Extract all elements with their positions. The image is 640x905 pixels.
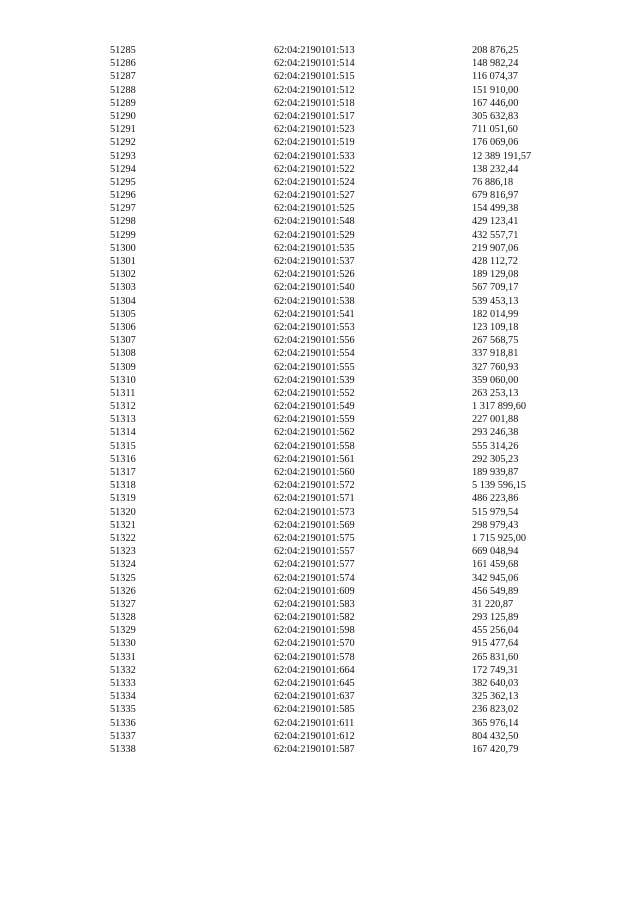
value-cell: 804 432,50 [472, 730, 519, 742]
records-table [110, 44, 590, 756]
value-cell: 167 446,00 [472, 97, 519, 109]
value-cell: 359 060,00 [472, 374, 519, 386]
record-number-cell: 51291 [110, 124, 136, 136]
table-row [110, 281, 590, 294]
record-number-cell: 51311 [110, 387, 136, 399]
cadastral-number-cell: 62:04:2190101:560 [274, 467, 355, 478]
record-number-cell: 51318 [110, 480, 136, 492]
cadastral-number-cell: 62:04:2190101:533 [274, 150, 355, 162]
value-cell: 1 715 925,00 [472, 532, 527, 544]
table-row [110, 150, 590, 163]
record-number-cell: 51323 [110, 546, 136, 558]
cadastral-number-cell: 62:04:2190101:553 [274, 321, 355, 333]
table-row [110, 453, 590, 466]
value-cell: 236 823,02 [472, 704, 519, 716]
record-number-cell: 51336 [110, 717, 136, 729]
cadastral-number-cell: 62:04:2190101:514 [274, 58, 355, 70]
cadastral-number-cell: 62:04:2190101:561 [274, 453, 355, 465]
record-number-cell: 51333 [110, 678, 136, 689]
record-number-cell: 51302 [110, 269, 136, 281]
cadastral-number-cell: 62:04:2190101:573 [274, 506, 355, 518]
cadastral-number-cell: 62:04:2190101:583 [274, 598, 355, 610]
cadastral-number-cell: 62:04:2190101:549 [274, 401, 355, 413]
cadastral-number-cell: 62:04:2190101:612 [274, 730, 355, 742]
table-row [110, 717, 590, 730]
table-row [110, 255, 590, 268]
value-cell: 456 549,89 [472, 585, 519, 597]
cadastral-number-cell: 62:04:2190101:585 [274, 704, 355, 716]
table-row [110, 598, 590, 611]
value-cell: 365 976,14 [472, 717, 519, 729]
cadastral-number-cell: 62:04:2190101:519 [274, 137, 355, 149]
value-cell: 219 907,06 [472, 242, 519, 254]
record-number-cell: 51286 [110, 58, 136, 70]
value-cell: 429 123,41 [472, 216, 519, 228]
record-number-cell: 51315 [110, 440, 136, 452]
cadastral-number-cell: 62:04:2190101:559 [274, 414, 355, 426]
record-number-cell: 51304 [110, 295, 136, 307]
value-cell: 182 014,99 [472, 308, 519, 320]
record-number-cell: 51322 [110, 532, 136, 544]
cadastral-number-cell: 62:04:2190101:539 [274, 374, 355, 386]
table-row [110, 123, 590, 136]
value-cell: 227 001,88 [472, 414, 519, 426]
record-number-cell: 51287 [110, 71, 136, 83]
cadastral-number-cell: 62:04:2190101:611 [274, 717, 355, 729]
record-number-cell: 51319 [110, 493, 136, 505]
value-cell: 486 223,86 [472, 493, 519, 505]
value-cell: 265 831,60 [472, 651, 519, 663]
record-number-cell: 51335 [110, 704, 136, 716]
value-cell: 154 499,38 [472, 203, 519, 215]
record-number-cell: 51295 [110, 176, 136, 188]
table-row [110, 651, 590, 664]
value-cell: 1 317 899,60 [472, 401, 527, 413]
table-row [110, 242, 590, 255]
record-number-cell: 51324 [110, 559, 136, 571]
cadastral-number-cell: 62:04:2190101:637 [274, 691, 355, 703]
record-number-cell: 51301 [110, 256, 136, 267]
cadastral-number-cell: 62:04:2190101:554 [274, 348, 355, 360]
record-number-cell: 51331 [110, 651, 136, 663]
table-row [110, 743, 590, 756]
table-row [110, 519, 590, 532]
cadastral-number-cell: 62:04:2190101:517 [274, 110, 355, 122]
table-row [110, 664, 590, 677]
value-cell: 176 069,06 [472, 137, 519, 149]
cadastral-number-cell: 62:04:2190101:522 [274, 163, 355, 175]
value-cell: 679 816,97 [472, 190, 519, 202]
table-row [110, 387, 590, 400]
value-cell: 292 305,23 [472, 453, 519, 465]
table-row [110, 690, 590, 703]
value-cell: 151 910,00 [472, 84, 519, 96]
value-cell: 116 074,37 [472, 71, 518, 83]
table-row [110, 268, 590, 281]
cadastral-number-cell: 62:04:2190101:524 [274, 176, 355, 188]
table-row [110, 374, 590, 387]
cadastral-number-cell: 62:04:2190101:577 [274, 559, 355, 571]
table-row [110, 84, 590, 97]
cadastral-number-cell: 62:04:2190101:556 [274, 335, 355, 347]
record-number-cell: 51298 [110, 216, 136, 228]
record-number-cell: 51309 [110, 361, 136, 373]
cadastral-number-cell: 62:04:2190101:535 [274, 242, 355, 254]
cadastral-number-cell: 62:04:2190101:562 [274, 427, 355, 439]
table-row [110, 703, 590, 716]
cadastral-number-cell: 62:04:2190101:527 [274, 190, 355, 202]
table-row [110, 215, 590, 228]
value-cell: 293 125,89 [472, 612, 519, 624]
table-row [110, 466, 590, 479]
value-cell: 148 982,24 [472, 58, 519, 70]
record-number-cell: 51334 [110, 691, 136, 703]
value-cell: 76 886,18 [472, 176, 514, 188]
table-row [110, 506, 590, 519]
cadastral-number-cell: 62:04:2190101:529 [274, 229, 355, 241]
record-number-cell: 51312 [110, 401, 136, 413]
value-cell: 263 253,13 [472, 387, 519, 399]
value-cell: 161 459,68 [472, 559, 519, 571]
cadastral-number-cell: 62:04:2190101:512 [274, 84, 355, 96]
table-row [110, 361, 590, 374]
value-cell: 669 048,94 [472, 546, 519, 558]
table-row [110, 334, 590, 347]
value-cell: 711 051,60 [472, 124, 518, 136]
record-number-cell: 51316 [110, 453, 136, 465]
table-row [110, 44, 590, 57]
table-row [110, 163, 590, 176]
record-number-cell: 51326 [110, 585, 136, 597]
record-number-cell: 51310 [110, 374, 136, 386]
value-cell: 325 362,13 [472, 691, 519, 703]
cadastral-number-cell: 62:04:2190101:523 [274, 124, 355, 136]
cadastral-number-cell: 62:04:2190101:557 [274, 546, 355, 558]
value-cell: 293 246,38 [472, 427, 519, 439]
record-number-cell: 51325 [110, 572, 136, 584]
table-row [110, 176, 590, 189]
value-cell: 539 453,13 [472, 295, 519, 307]
table-row [110, 492, 590, 505]
cadastral-number-cell: 62:04:2190101:518 [274, 97, 355, 109]
value-cell: 432 557,71 [472, 229, 519, 241]
table-row [110, 532, 590, 545]
cadastral-number-cell: 62:04:2190101:526 [274, 269, 355, 281]
table-row [110, 637, 590, 650]
record-number-cell: 51300 [110, 242, 136, 254]
table-row [110, 611, 590, 624]
table-row [110, 57, 590, 70]
value-cell: 515 979,54 [472, 506, 519, 518]
cadastral-number-cell: 62:04:2190101:555 [274, 361, 355, 373]
cadastral-number-cell: 62:04:2190101:570 [274, 638, 355, 650]
cadastral-number-cell: 62:04:2190101:513 [274, 45, 355, 56]
value-cell: 567 709,17 [472, 282, 519, 294]
table-row [110, 572, 590, 585]
record-number-cell: 51292 [110, 137, 136, 149]
table-row [110, 136, 590, 149]
value-cell: 555 314,26 [472, 440, 519, 452]
record-number-cell: 51321 [110, 519, 136, 531]
cadastral-number-cell: 62:04:2190101:525 [274, 203, 355, 215]
table-row [110, 400, 590, 413]
table-row [110, 189, 590, 202]
record-number-cell: 51320 [110, 506, 136, 518]
record-number-cell: 51303 [110, 282, 136, 294]
table-row [110, 558, 590, 571]
value-cell: 267 568,75 [472, 335, 519, 347]
table-row [110, 97, 590, 110]
record-number-cell: 51296 [110, 190, 136, 202]
record-number-cell: 51328 [110, 612, 136, 624]
record-number-cell: 51285 [110, 45, 136, 56]
cadastral-number-cell: 62:04:2190101:582 [274, 612, 355, 624]
table-row [110, 229, 590, 242]
table-row [110, 479, 590, 492]
value-cell: 208 876,25 [472, 45, 519, 56]
record-number-cell: 51329 [110, 625, 136, 637]
record-number-cell: 51289 [110, 97, 136, 109]
record-number-cell: 51297 [110, 203, 136, 215]
cadastral-number-cell: 62:04:2190101:558 [274, 440, 355, 452]
table-row [110, 585, 590, 598]
record-number-cell: 51337 [110, 730, 136, 742]
record-number-cell: 51299 [110, 229, 136, 241]
record-number-cell: 51290 [110, 110, 136, 122]
record-number-cell: 51317 [110, 467, 136, 478]
value-cell: 327 760,93 [472, 361, 519, 373]
table-row [110, 545, 590, 558]
record-number-cell: 51327 [110, 598, 136, 610]
cadastral-number-cell: 62:04:2190101:572 [274, 480, 355, 492]
table-row [110, 413, 590, 426]
value-cell: 138 232,44 [472, 163, 519, 175]
value-cell: 298 979,43 [472, 519, 519, 531]
record-number-cell: 51332 [110, 664, 136, 676]
cadastral-number-cell: 62:04:2190101:537 [274, 256, 355, 267]
record-number-cell: 51307 [110, 335, 136, 347]
record-number-cell: 51294 [110, 163, 136, 175]
record-number-cell: 51288 [110, 84, 136, 96]
table-row [110, 321, 590, 334]
value-cell: 172 749,31 [472, 664, 519, 676]
value-cell: 428 112,72 [472, 256, 518, 267]
value-cell: 189 939,87 [472, 467, 519, 478]
cadastral-number-cell: 62:04:2190101:587 [274, 743, 355, 755]
value-cell: 342 945,06 [472, 572, 519, 584]
value-cell: 305 632,83 [472, 110, 519, 122]
cadastral-number-cell: 62:04:2190101:548 [274, 216, 355, 228]
cadastral-number-cell: 62:04:2190101:569 [274, 519, 355, 531]
cadastral-number-cell: 62:04:2190101:575 [274, 532, 355, 544]
record-number-cell: 51314 [110, 427, 136, 439]
table-row [110, 110, 590, 123]
table-row [110, 677, 590, 690]
table-row [110, 295, 590, 308]
record-number-cell: 51306 [110, 321, 136, 333]
cadastral-number-cell: 62:04:2190101:538 [274, 295, 355, 307]
cadastral-number-cell: 62:04:2190101:541 [274, 308, 355, 320]
table-row [110, 347, 590, 360]
cadastral-number-cell: 62:04:2190101:598 [274, 625, 355, 637]
cadastral-number-cell: 62:04:2190101:571 [274, 493, 355, 505]
cadastral-number-cell: 62:04:2190101:645 [274, 678, 355, 689]
table-row [110, 202, 590, 215]
value-cell: 189 129,08 [472, 269, 519, 281]
value-cell: 915 477,64 [472, 638, 519, 650]
table-row [110, 730, 590, 743]
cadastral-number-cell: 62:04:2190101:574 [274, 572, 355, 584]
table-row [110, 624, 590, 637]
cadastral-number-cell: 62:04:2190101:540 [274, 282, 355, 294]
record-number-cell: 51308 [110, 348, 136, 360]
cadastral-number-cell: 62:04:2190101:578 [274, 651, 355, 663]
value-cell: 31 220,87 [472, 598, 514, 610]
value-cell: 455 256,04 [472, 625, 519, 637]
table-row [110, 70, 590, 83]
table-row [110, 426, 590, 439]
cadastral-number-cell: 62:04:2190101:552 [274, 387, 355, 399]
cadastral-number-cell: 62:04:2190101:664 [274, 664, 355, 676]
table-row [110, 308, 590, 321]
record-number-cell: 51305 [110, 308, 136, 320]
value-cell: 382 640,03 [472, 678, 519, 689]
cadastral-number-cell: 62:04:2190101:609 [274, 585, 355, 597]
value-cell: 123 109,18 [472, 321, 519, 333]
value-cell: 167 420,79 [472, 743, 519, 755]
record-number-cell: 51313 [110, 414, 136, 426]
record-number-cell: 51293 [110, 150, 136, 162]
cadastral-number-cell: 62:04:2190101:515 [274, 71, 355, 83]
value-cell: 337 918,81 [472, 348, 519, 360]
value-cell: 5 139 596,15 [472, 480, 527, 492]
table-row [110, 440, 590, 453]
record-number-cell: 51338 [110, 743, 136, 755]
record-number-cell: 51330 [110, 638, 136, 650]
value-cell: 12 389 191,57 [472, 150, 532, 162]
